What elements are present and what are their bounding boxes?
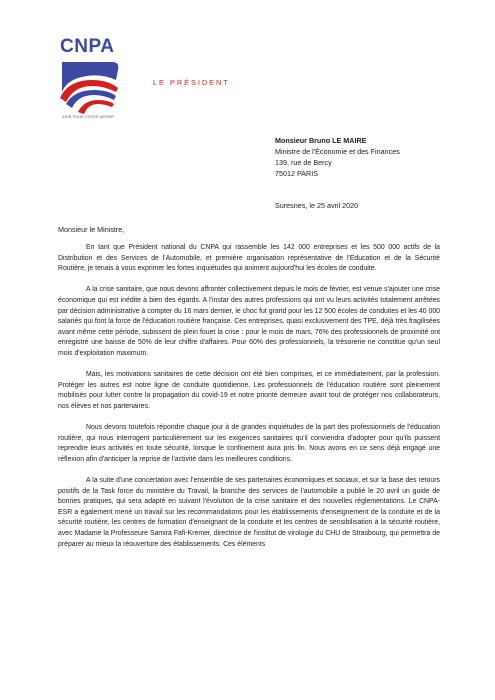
paragraph: Mais, les motivations sanitaires de cette décision ont été bien comprises, et ce immédiatement, par la profession. Protéger les autres est notre ligne de conduite quotidienne. Les professionnels de l'éducation routière sont pleinement mobilisés pour lutter contre la propagation du covid-19 et notre priorité demeure avant tout de protéger nos collaborateurs, nos élèves et nos partenaires.	[58, 371, 440, 410]
paragraph: En tant que Président national du CNPA qui rassemble les 142 000 entreprises et les 500 000 actifs de la Distribution et des Services de l'Automobile, et première organisation représentative de l'Education et de la Sécurité Routière, je tenais à vous exprimer les fortes inquiétudes qui animent aujourd'hui les écoles de conduite.	[58, 244, 440, 273]
recipient-address	[275, 135, 400, 179]
recipient-name: Monsieur Bruno LE MAIRE	[275, 136, 367, 145]
president-label: LE PRÉSIDENT	[153, 78, 230, 87]
paragraph: A la crise sanitaire, que nous devons affronter collectivement depuis le mois de février, est venue s'ajouter une crise économique qui est inédite à bien des égards. A l'instar des autres professions qui ont vu leurs activités totalement arrêtées par décision administrative à compter du 16 mars dernier, le choc fut grand pour les 12 500 écoles de conduites et les 40 000 salariés qui font la force de l'éducation routière française. Ces entreprises, quasi exclusivement des TPE, déjà très fragilisées avant même cette période, subissent de plein fouet la crise : pour le mois de mars, 76% des professionnels de proximité ont enregistré une baisse de 50% de leur chiffre d'affaires. Pour 60% des professionnels, la trésorerie ne constitue qu'un seul mois d'exploitation maximum.	[58, 286, 440, 357]
paragraph: A la suite d'une concertation avec l'ensemble de ses partenaires économiques et sociaux, et sur la base des retours positifs de la Task force du ministère du Travail, la branche des services de l'automobile a publié le 20 avril un guide de bonnes pratiques, qui sera adapté en suivant l'évolution de la crise sanitaire et des nouvelles réglementations. Le CNPA-ESR a également mené un travail sur les recommandations pour les établissements d'enseignement de la conduite et de la sécurité routière, les centres de formation d'enseignant de la conduite et les centres de sensibilisation à la sécurité routière, avec Madame la Professeure Samira Fafi-Kremer, directrice de l'institut de virologie du CHU de Strasbourg, qui permettra de préparer au mieux la réouverture des établissements. Ces éléments	[58, 477, 440, 548]
road-swoosh-icon	[58, 58, 124, 114]
logo-tagline: AGIR POUR VOTRE AVENIR	[62, 115, 114, 119]
recipient-title: Ministre de l'Économie et des Finances	[275, 147, 400, 156]
paragraph: Nous devons toutefois répondre chaque jour à de grandes inquiétudes de la part des professionnels de l'éducation routière, qui nous interrogent particulièrement sur les exigences sanitaires qu'il conviendra d'adopter pour qu'ils puissent reprendre leurs activités en toute sécurité, lorsque le confinement aura pris fin. Nous avons en ce sens déjà engagé une réflexion afin d'anticiper la reprise de l'activité dans les meilleures conditions.	[58, 424, 440, 463]
recipient-city: 75012 PARIS	[275, 169, 319, 178]
logo-wordmark: CNPA	[60, 36, 115, 57]
salutation: Monsieur le Ministre,	[58, 225, 125, 234]
letter-date: Suresnes, le 25 avril 2020	[275, 201, 359, 210]
recipient-street: 139, rue de Bercy	[275, 158, 332, 167]
letter-body	[58, 243, 440, 561]
